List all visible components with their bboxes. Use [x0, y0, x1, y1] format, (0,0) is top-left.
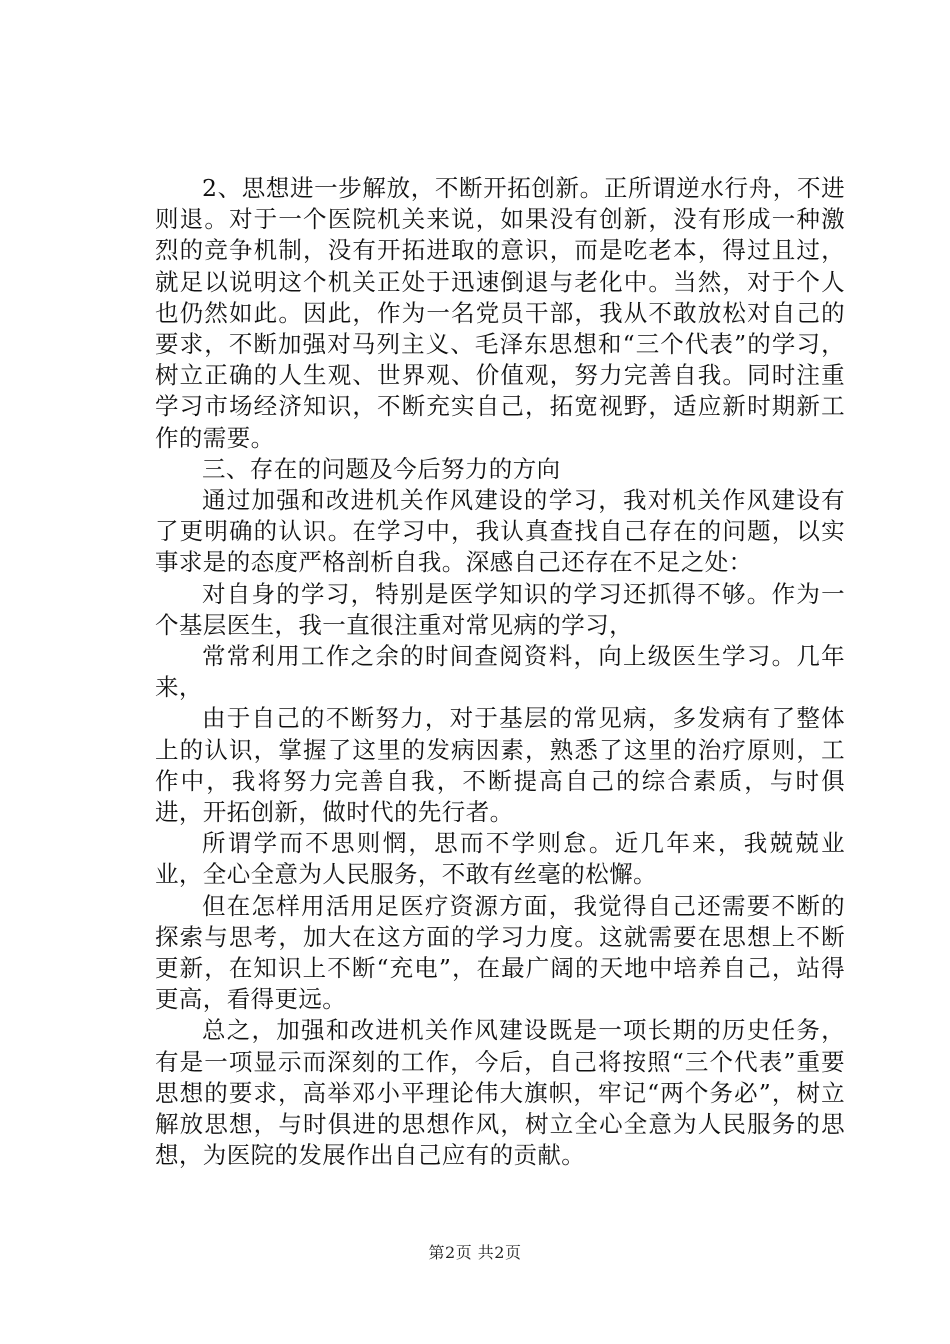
- document-body: [155, 173, 845, 1172]
- paragraph-self-study: 对自身的学习，特别是医学知识的学习还抓得不够。作为一个基层医生，我一直很注重对常见病的学习，: [155, 579, 845, 639]
- paragraph-diligence: 所谓学而不思则惘，思而不学则怠。近几年来，我兢兢业业，全心全意为人民服务，不敢有丝毫的松懈。: [155, 829, 845, 889]
- paragraph-spare-time: 常常利用工作之余的时间查阅资料，向上级医生学习。几年来，: [155, 642, 845, 702]
- page-footer: 第2页 共2页: [428, 1243, 522, 1262]
- paragraph-thought-liberation: 2、思想进一步解放，不断开拓创新。正所谓逆水行舟，不进则退。对于一个医院机关来说，如果没有创新，没有形成一种激烈的竞争机制，没有开拓进取的意识，而是吃老本，得过且过，就足以说明这个机关正处于迅速倒退与老化中。当然，对于个人也仍然如此。因此，作为一名党员干部，我从不敢放松对自己的要求，不断加强对马列主义、毛泽东思想和“三个代表”的学习，树立正确的人生观、世界观、价值观，努力完善自我。同时注重学习市场经济知识，不断充实自己，拓宽视野，适应新时期新工作的需要。: [155, 174, 845, 452]
- paragraph-efforts: 由于自己的不断努力，对于基层的常见病，多发病有了整体上的认识，掌握了这里的发病因素，熟悉了这里的治疗原则，工作中，我将努力完善自我，不断提高自己的综合素质，与时俱进，开拓创新，做时代的先行者。: [155, 704, 845, 827]
- paragraph-conclusion: 总之，加强和改进机关作风建设既是一项长期的历史任务，有是一项显示而深刻的工作，今后，自己将按照“三个代表”重要思想的要求，高举邓小平理论伟大旗帜，牢记“两个务必”，树立解放思想，与时俱进的思想作风，树立全心全意为人民服务的思想，为医院的发展作出自己应有的贡献。: [155, 1016, 845, 1170]
- section-heading-problems: 三、存在的问题及今后努力的方向: [202, 454, 561, 483]
- paragraph-study-reflection: 通过加强和改进机关作风建设的学习，我对机关作风建设有了更明确的认识。在学习中，我认真查找自己存在的问题，以实事求是的态度严格剖析自我。深感自己还存在不足之处：: [155, 486, 845, 577]
- paragraph-medical-resources: 但在怎样用活用足医疗资源方面，我觉得自己还需要不断的探索与思考，加大在这方面的学习力度。这就需要在思想上不断更新，在知识上不断“充电”，在最广阔的天地中培养自己，站得更高，看得更远。: [155, 891, 845, 1014]
